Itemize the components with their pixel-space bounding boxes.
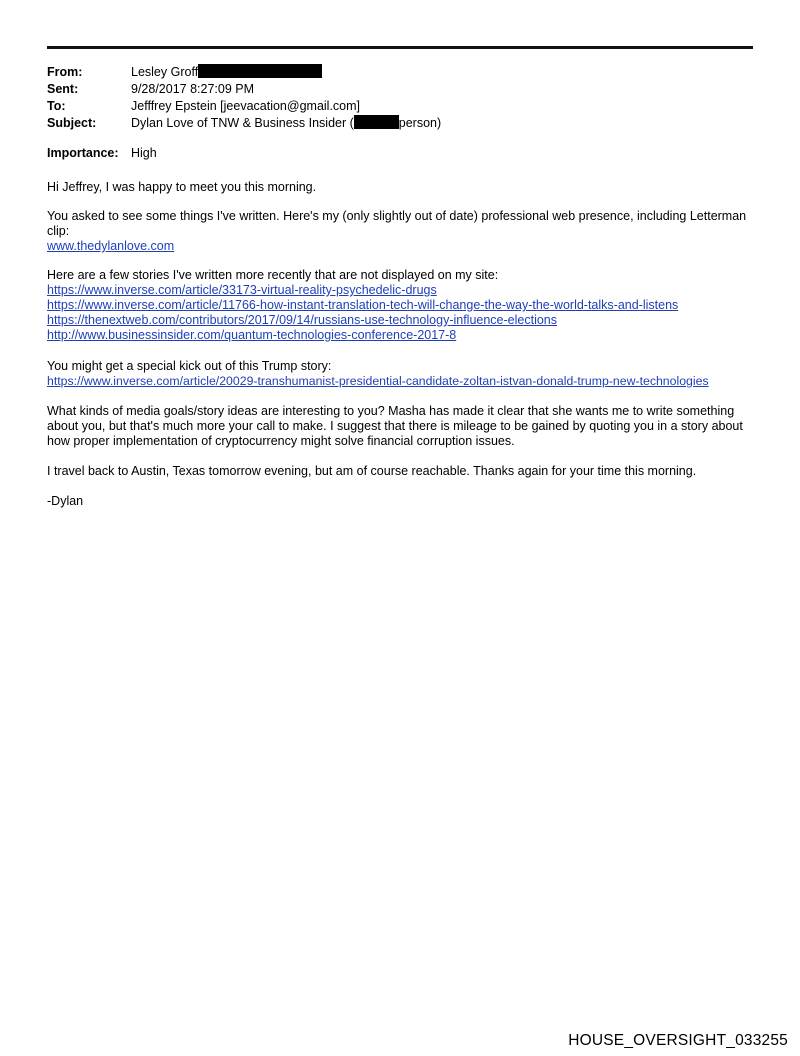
trump-story-paragraph	[47, 359, 757, 389]
media-goals-paragraph	[47, 404, 757, 449]
subject-label: Subject:	[47, 116, 97, 130]
web-presence-paragraph	[47, 209, 757, 254]
from-label: From:	[47, 65, 83, 79]
travel-paragraph	[47, 464, 757, 479]
sent-label: Sent:	[47, 82, 79, 96]
subject-text-end: person)	[398, 116, 442, 130]
story-link[interactable]: https://thenextweb.com/contributors/2017/09/14/russians-use-technology-influence-elections	[47, 313, 558, 327]
greeting-text: Hi Jeffrey, I was happy to meet you this morning.	[47, 180, 317, 194]
subject-text-start: Dylan Love of TNW & Business Insider (	[131, 116, 354, 130]
story-link[interactable]: https://www.inverse.com/article/33173-virtual-reality-psychedelic-drugs	[47, 283, 437, 297]
stories-intro: Here are a few stories I've written more recently that are not displayed on my site:	[47, 268, 499, 282]
importance-label: Importance:	[47, 146, 119, 160]
media-goals-text: What kinds of media goals/story ideas are interesting to you? Masha has made it clear that she wants me to write something about you, but that's much more your call to make. I suggest that there is mileage to be gained by quoting you in a story about how proper implementation of cryptocurrency might solve financial corruption issues.	[47, 404, 743, 448]
signature	[47, 494, 757, 509]
signature-text: -Dylan	[47, 494, 84, 508]
story-link[interactable]: https://www.inverse.com/article/11766-how-instant-translation-tech-will-change-the-way-the-world-talks-and-listens	[47, 298, 679, 312]
web-presence-text: You asked to see some things I've written. Here's my (only slightly out of date) professional web presence, including Letterman clip:	[47, 209, 747, 238]
from-value	[131, 64, 322, 81]
travel-text: I travel back to Austin, Texas tomorrow evening, but am of course reachable. Thanks again for your time this morning.	[47, 464, 697, 478]
redaction-block	[198, 64, 322, 78]
site-link[interactable]: www.thedylanlove.com	[47, 239, 175, 253]
story-link[interactable]: http://www.businessinsider.com/quantum-technologies-conference-2017-8	[47, 328, 457, 342]
importance-value: High	[131, 146, 157, 160]
redaction-block	[354, 115, 399, 129]
greeting	[47, 180, 757, 195]
trump-story-link[interactable]: https://www.inverse.com/article/20029-transhumanist-presidential-candidate-zoltan-istvan-donald-trump-new-technologies	[47, 374, 709, 388]
header-divider	[47, 46, 753, 49]
sent-value: 9/28/2017 8:27:09 PM	[131, 82, 255, 96]
to-label: To:	[47, 99, 66, 113]
bates-number: HOUSE_OVERSIGHT_033255	[568, 1032, 788, 1049]
to-value: Jefffrey Epstein [jeevacation@gmail.com]	[131, 99, 361, 113]
subject-value	[131, 115, 441, 132]
trump-story-intro: You might get a special kick out of this Trump story:	[47, 359, 332, 373]
stories-paragraph	[47, 268, 757, 343]
from-name: Lesley Groff	[131, 65, 199, 79]
